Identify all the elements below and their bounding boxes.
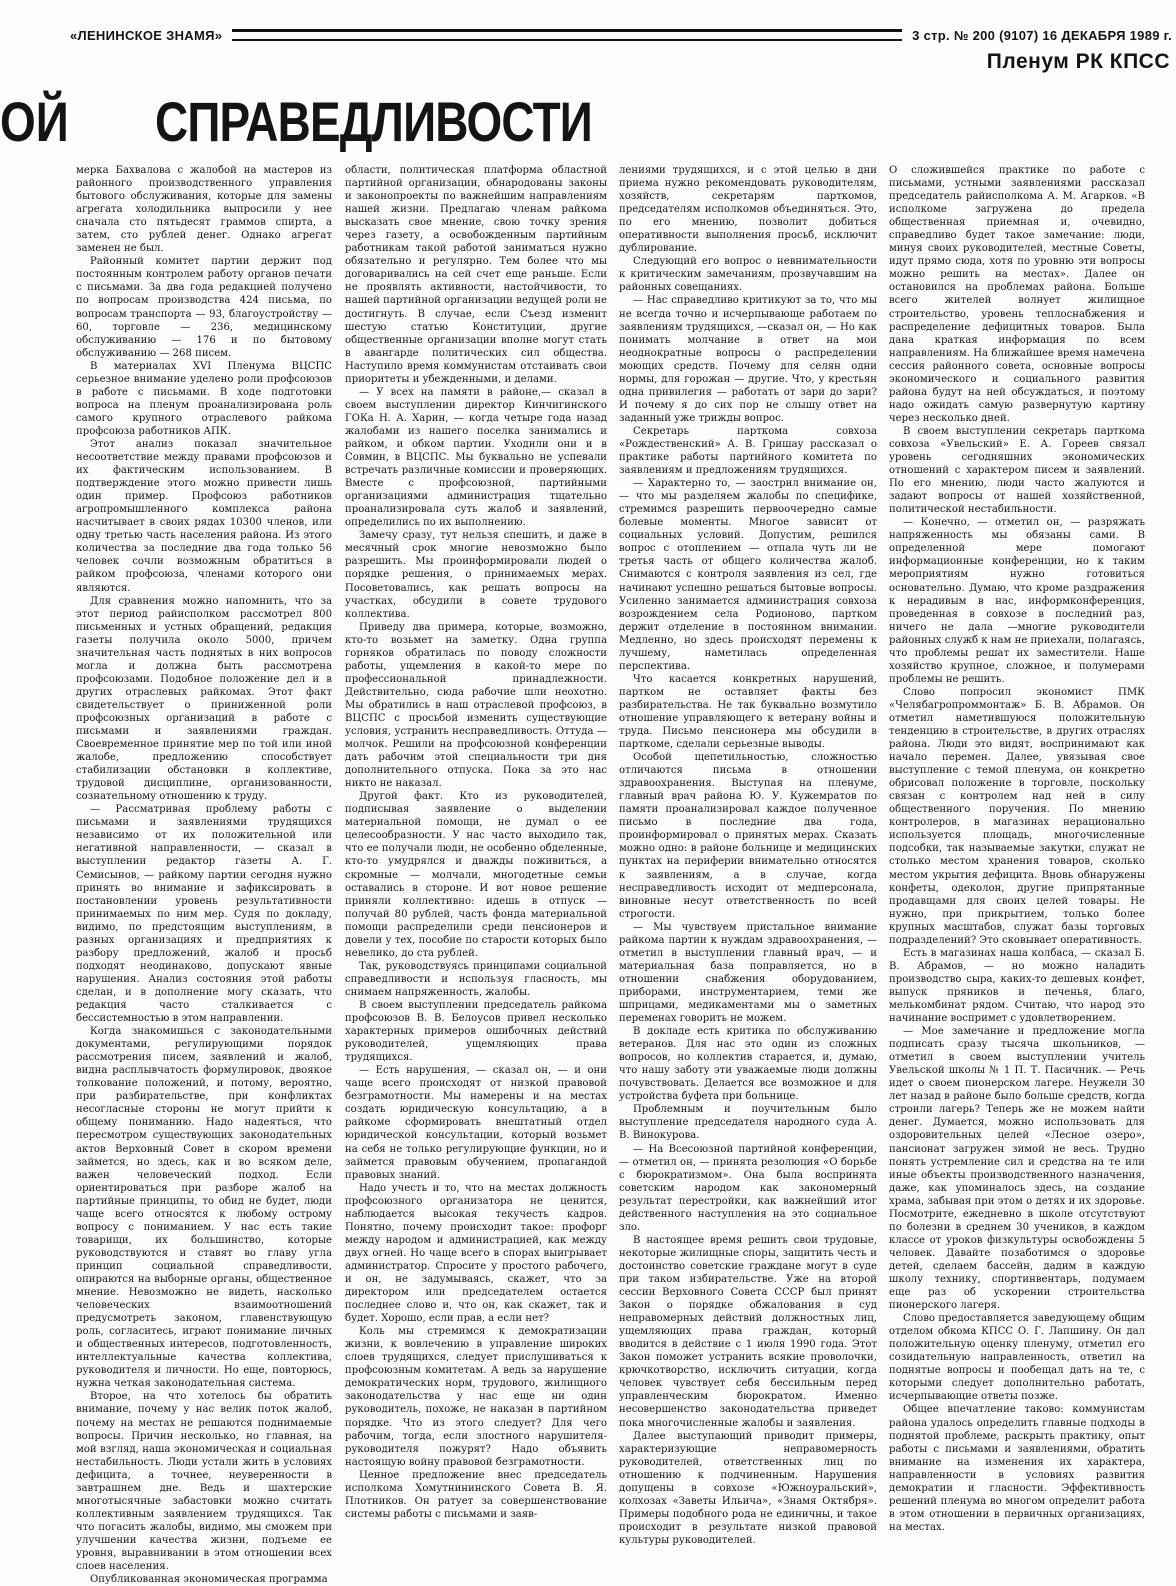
- article-column-4: [889, 164, 1145, 1552]
- article-paragraph: Ценное предложение внес председатель исполкома Хомутнининского Совета В. Я. Плотников. Он ратует за совершенствование системы работы с письмами и заяв-: [345, 1469, 607, 1520]
- article-paragraph: Опубликованная экономическая программа: [90, 1574, 328, 1586]
- article-paragraph: Замечу сразу, тут нельзя спешить, и даже в месячный срок многие невозможно было разрешить. Мы проинформировали людей о порядке решения, о принимаемых мерах. Посоветовались, как решать вопросы на участках, обсудили в совете трудового коллектива.: [345, 530, 607, 620]
- article-paragraph: Так, руководствуясь принципами социальной справедливости и используя гласность, мы снимаем напряженность, жалобы.: [345, 960, 607, 998]
- newspaper-name: «ЛЕНИНСКОЕ ЗНАМЯ»: [70, 27, 223, 43]
- article-paragraph: — Характерно то, — заострил внимание он, — что мы разделяем жалобы по специфике, стремимся разрешить первоочередно самые болевые моменты. Многое зависит от социальных условий. Допустим, решился вопрос с отоплением — отпала чуть ли не третья часть от общего количества жалоб. Снимаются с контроля заявления из сел, где начинают успешно решаться бытовые вопросы. Усиленно занимается администрация совхоза возрождением села Родионово, партком держит отделение в постоянном внимании. Медленно, но здесь происходят перемены к лучшему, наметилась определенная перспектива.: [619, 478, 877, 672]
- section-rubric: Пленум РК КПСС: [986, 50, 1170, 73]
- article-paragraph: мерка Бахвалова с жалобой на мастеров из районного производственного управления бытового обслуживания, которые для замены агрегата холодильника выпросили у нее сначала сто пятьдесят граммов спирта, а затем, сто рублей денег. Однако агрегат заменен не был.: [76, 165, 332, 255]
- article-paragraph: — Мы чувствуем пристальное внимание райкома партии к нуждам здравоохранения, — отметил в выступлении главный врач, — и материальная база поправляется, но в отношении снабжения оборудованием, приборами, инструментарием, теми же шприцами, медикаментами мы о заметных переменах говорить не можем.: [619, 921, 877, 1025]
- issue-info: 3 стр. № 200 (9107) 16 ДЕКАБРЯ 1989 г.: [912, 27, 1172, 43]
- article-paragraph: В докладе есть критика по обслуживанию ветеранов. Для нас это один из сложных вопросов, но коллектив старается, и, думаю, что нашу заботу эти уважаемые люди должны почувствовать. Делается все возможное и для устройства буфета при больнице.: [619, 1026, 877, 1103]
- article-paragraph: Есть в магазинах наша колбаса, — сказал Б. В. Абрамов, — но можно наладить производство сыра, каких-то дешевых конфет, выпуск пряников и печенья, благо, мелькомбинат рядом. Считаю, что народ это начинание воспримет с удовлетворением.: [889, 947, 1145, 1025]
- article-column-3: [619, 164, 877, 1552]
- article-paragraph: Надо учесть и то, что на местах должность профсоюзного организатора не ценится, наблюдается высокая текучесть кадров. Понятно, почему происходит такое: профорг между народом и администрацией, как между двух огней. Но чаще всего в спорах выигрывает администратор. Спросите у простого рабочего, и он, не задумываясь, скажет, что за директором или председателем остается последнее слово и, что он, как скажет, так и будет. Хорошо, если прав, а если нет?: [345, 1182, 607, 1325]
- article-paragraph: Когда знакомишься с законодательными документами, регулирующими порядок рассмотрения писем, заявлений и жалоб, видна расплывчатость формулировок, двоякое толкование положений, и потому, вероятно, при разбирательстве, при конфликтах несогласные стороны не могут прийти к общему пониманию. Надо надеяться, что пересмотром существующих законодательных актов Верховный Совет в скором времени займется, но здесь, как и во всяком деле, важен человеческий подход. Если ориентироваться при разборе жалоб на партийные принципы, то обид не будет, люди чаще всего относятся к любому острому вопросу с пониманием. У нас есть такие товарищи, их большинство, которые руководствуются и ставят во главу угла принцип социальной справедливости, опираются на выборные органы, общественное мнение. Невозможно не видеть, насколько человеческих взаимоотношений предусмотреть законом, главенствующую роль, согласитесь, играют понимание личных и общественных интересов, подготовленность, интеллектуальные качества коллектива, руководителя и личности. Но еще, повторюсь, нужна четкая законодательная система.: [76, 1026, 332, 1390]
- article-paragraph: области, политическая платформа областной партийной организации, обнародованы законы и законопроекты по важнейшим направлениям нашей жизни. Предлагаю членам райкома высказать свое мнение, свою точку зрения через газету, а освобожденным партийным работникам такой работой заниматься нужно обязательно и регулярно. Тем более что мы договаривались на сей счет еще раньше. Если не проявлять активности, настойчивости, то нашей партийной организации ведущей роли не достигнуть. В случае, если Съезд изменит шестую статью Конституции, другие общественные организации вполне могут стать в авангарде политических сил общества. Наступило время коммунистам отстаивать свои приоритеты и убежденными, и делами.: [345, 165, 607, 385]
- article-paragraph: Для сравнения можно напомнить, что за этот период райисполком рассмотрел 800 письменных и устных обращений, редакция газеты получила около 5000, причем значительная часть поднятых в них вопросов могла и должна быть рассмотрена профсоюзами. Подобное положение дел и в других отраслевых райкомах. Этот факт свидетельствует о приниженной роли профсоюзных организаций в работе с письмами и заявлениями граждан. Своевременное принятие мер по той или иной жалобе, предложению способствует стабилизации обстановки в коллективе, трудовой дисциплине, организованности, сознательному отношению к труду.: [76, 595, 332, 803]
- article-paragraph: В материалах XVI Пленума ВЦСПС серьезное внимание уделено роли профсоюзов в работе с письмами. В ходе подготовки вопроса на пленум проанализирована роль самого крупного отраслевого райкома профсоюза работников АПК.: [76, 360, 332, 437]
- headline: СПРАВЕДЛИВОСТИ: [155, 90, 592, 153]
- article-paragraph: О сложившейся практике по работе с письмами, устными заявлениями рассказал председатель райисполкома А. М. Агарков. «В исполкоме загружена до предела общественная приемная и, очевидно, справедливо будет такое замечание: люди, минуя своих руководителей, местные Советы, идут прямо сюда, хотя по уровню эти вопросы можно решить на местах». Далее он остановился на проблемах района. Больше всего жителей волнует жилищное строительство, уровень теплоснабжения и распределение дефицитных товаров. Была дана краткая информация по всем направлениям. На ближайшее время намечена сессия районного совета, основные вопросы экономического и социального развития района будут на ней обсуждаться, и поэтому надо ожидать самую развернутую картину через несколько дней.: [889, 165, 1145, 424]
- article-paragraph: — Конечно, — отметил он, — разряжать напряженность мы обязаны сами. В определенной мере помогают информационные конференции, но к таким мероприятиям нужно готовиться основательно. Думаю, что кроме раздражения к нерадивым в нас, информконференция, проведенная в совхозе в последний раз, ничего не дала —многие руководители районных служб к нам не приехали, полагаясь, что проблемы решат их заместители. Наше хозяйство крупное, сложное, и полумерами проблемы не решить.: [889, 517, 1145, 685]
- article-column-2: [345, 164, 607, 1552]
- article-column-1: [76, 164, 332, 1586]
- article-paragraph: Второе, на что хотелось бы обратить внимание, почему у нас велик поток жалоб, почему на местах не решаются поднимаемые вопросы. Причин несколько, но главная, на мой взгляд, наша экономическая и социальная нестабильность. Люди устали жить в условиях дефицита, а точнее, неуверенности в завтрашнем дне. Ведь и шахтерские многотысячные забастовки можно считать коллективным заявлением трудящихся. Так что погасить жалобы, видимо, мы сможем при улучшении качества жизни, подъеме ее уровня, выравнивании в этом отношении всех слоев населения.: [76, 1391, 332, 1573]
- article-paragraph: Секретарь парткома совхоза «Рождественский» А. В. Гришау рассказал о практике работы партийного комитета по заявлениям и предложениям трудящихся.: [619, 425, 877, 477]
- article-paragraph: — Рассматривая проблему работы с письмами и заявлениями трудящихся независимо от их положительной или негативной направленности, — сказал в выступлении редактор газеты А. Г. Семисынов, — райкому партии сегодня нужно принять во внимание и зафиксировать в постановлении уровень результативности принимаемых по ним мер. Судя по докладу, видимо, по предстоящим выступлениям, в разных организациях и предприятиях к разбору предложений, жалоб и просьб подходят неодинаково, допускают явные нарушения. Анализ состояния этой работы сделан, и в дополнение могу сказать, что редакция часто сталкивается с бессистемностью в этом направлении.: [76, 804, 332, 1025]
- article-paragraph: — Мое замечание и предложение могла подписать сразу тысяча школьников, — отметил в своем выступлении учитель Увельской школы № 1 П. Т. Пасичник. — Речь идет о своем пионерском лагере. Неужели 30 лет назад в районе было больше средств, когда строили лагерь? Теперь же не можем найти денег. Думается, можно использовать для оздоровительных целей «Лесное озеро», пансионат загружен зимой не весь. Трудно понять устремление сил и средства на те или иные объекты производственного назначения, даже, как упоминалось здесь, на создание храма, забывая при этом о детях и их здоровье. Посмотрите, ежедневно в школе отсутствуют по болезни в среднем 30 учеников, в каждом классе от уроков физкультуры освобождены 5 человек. Давайте позаботимся о здоровье детей, сделаем бассейн, дадим в каждую школу технику, спортинвентарь, подумаем еще раз об ускорении строительства пионерского лагеря.: [889, 1026, 1145, 1312]
- article-paragraph: — Есть нарушения, — сказал он, — и они чаще всего происходят от низкой правовой безграмотности. Мы намерены и на местах создать юридическую консультацию, а в райкоме сформировать внештатный отдел юридической консультации, который возьмет на себя не только регулирующие функции, но и займется правовым обучением, пропагандой правовых знаний.: [345, 1065, 607, 1181]
- article-paragraph: Районный комитет партии держит под постоянным контролем работу органов печати с письмами. За два года редакцией получено по вопросам производства 424 письма, по вопросам транспорта — 93, благоустройству —60, торговле — 236, медицинскому обслуживанию — 176 и по бытовому обслуживанию — 268 писем.: [76, 256, 332, 359]
- article-paragraph: Приведу два примера, которые, возможно, кто-то возьмет на заметку. Одна группа горняков обратилась по поводу сложности работы, ущемления в какой-то мере по профессиональной принадлежности. Действительно, сюда рабочие шли неохотно. Мы обратились в наш отраслевой профсоюз, в ВЦСПС с просьбой изменить существующие условия, устранить несправедливость. Оттуда — молчок. Решили на профсоюзной конференции дать рабочим этой специальности три дня дополнительного отпуска. Пока за это нас никто не наказал.: [345, 621, 607, 790]
- article-paragraph: — У всех на памяти в районе,— сказал в своем выступлении директор Кинчигинского ГОКа Н. А. Харин, — когда четыре года назад жалобами из нашего поселка занимались и райком, и обком партии. Уходили они и в Совмин, в ВЦСПС. Мы буквально не успевали встречать различные комиссии и проверяющих. Вместе с профсоюзной, партийными организациями администрация тщательно проанализировала суть жалоб и заявлений, определились по их выполнению.: [345, 386, 607, 529]
- article-paragraph: Этот анализ показал значительное несоответствие между правами профсоюзов и их фактическим использованием. В подтверждение этого можно привести лишь один пример. Профсоюз работников агропромышленного комплекса района насчитывает в своих рядах 10300 членов, или одну третью часть населения района. Из этого количества за последние два года только 56 человек сочли возможным обратиться в райком профсоюза, членами которого они являются.: [76, 438, 332, 594]
- masthead: [70, 22, 1172, 48]
- article-paragraph: лениями трудящихся, и с этой целью в дни приема нужно рекомендовать руководителям, хозяйств, секретарям парткомов, председателям исполкомов объединяться. Это, по его мнению, позволит добиться оперативности выполнения просьб, исключит дублирование.: [619, 165, 877, 255]
- article-paragraph: Коль мы стремимся к демократизации жизни, к вовлечению в управление широких слоев трудящихся, следует прислушиваться к профсоюзным комитетам. А ведь за нарушение демократических норм, трудового, жилищного законодательства у нас еще ни один руководитель, похоже, не наказан в партийном порядке. Что из этого следует? Для чего рабочим, тогда, если злостного нарушителя-руководителя пожурят? Надо объявить настоящую войну правовой безграмотности.: [345, 1326, 607, 1468]
- article-paragraph: Проблемным и поучительным было выступление председателя народного суда А. В. Винокурова.: [619, 1104, 877, 1142]
- article-paragraph: В настоящее время решить свои трудовые, некоторые жилищные споры, защитить честь и достоинство советские граждане могут в суде при таком избирательстве. Уже на второй сессии Верховного Совета СССР был принят Закон о порядке обжалования в суд неправомерных действий должностных лиц, ущемляющих права граждан, который вводится в действие с 1 июля 1990 года. Этот Закон поможет устранить всякие проволочки, крючкотворство, исключить ситуации, когда человек чувствует себя бессильным перед управленческим бюрократом. Именно несовершенство законодательства приведет пока многочисленные жалобы и заявления.: [619, 1234, 877, 1429]
- article-paragraph: В своем выступлении председатель райкома профсоюзов В. В. Белоусов привел несколько характерных примеров ошибочных действий руководителей, ущемляющих права трудящихся.: [345, 1000, 607, 1064]
- article-paragraph: Слово попросил экономист ПМК «Челябагропроммонтаж» Б. В. Абрамов. Он отметил наметившуюся положительную тенденцию в строительстве, в других отраслях района. Люди это видят, воспринимают как начало перемен. Далее, увязывая свое выступление с темой пленума, он конкретно обрисовал положение в торговле, поскольку связан с контролем над ней в силу общественного поручения. По мнению контролеров, в магазинах нерационально используется площадь, многочисленные подсобки, так называемые закутки, служат не столько местом хранения товаров, сколько местом укрытия дефицита. Вновь обнаружены конфеты, одеколон, другие припрятанные продавщами для своих целей товары. Не нужно, при прикрытием, только более крупных масштабов, служат базы торговых подразделений? Это сковывает оперативность.: [889, 686, 1145, 946]
- article-paragraph: В своем выступлении секретарь парткома совхоза «Увельский» Е. А. Гореев связал уровень сегодняшних экономических отношений с характером писем и заявлений. По его мнению, люди часто жалуются и задают вопросы от нашей хозяйственной, политической нестабильности.: [889, 425, 1145, 516]
- headline-fragment: ОЙ: [0, 90, 69, 153]
- article-paragraph: — На Всесоюзной партийной конференции, — отметил он, — принята резолюция «О борьбе с бюрократизмом». Она была воспринята советским народом как закономерный результат перестройки, как важнейший итог действенного наступления на это социальное зло.: [619, 1143, 877, 1233]
- article-paragraph: — Нас справедливо критикуют за то, что мы не всегда точно и исчерпывающе работаем по заявлениям трудящихся, —сказал он, — Но как понимать молчание в ответ на мои неоднократные вопросы о распределении моющих средств. Почему для селян одни нормы, для горожан — другие. Что, у крестьян одна привилегия — работать от зари до зари? И почему я до сих пор не слышу ответ на заданный уже трижды вопрос.: [619, 295, 877, 424]
- article-paragraph: Особой щепетильностью, сложностью отличаются письма в отношении здравоохранения. Выступая на пленуме, главный врач района Ю. У. Кужемратов по памяти проанализировал каждое полученное письмо в последние два года, проинформировал о принятых мерах. Сказать можно одно: в районе больнице и медицинских пунктах на периферии внимательно относятся к заявлениям, а в случае, когда несправедливость исходит от медперсонала, виновные несут ответственность по всей строгости.: [619, 752, 877, 920]
- article-paragraph: Другой факт. Кто из руководителей, подписывая заявление о выделении материальной помощи, не думал о ее целесообразности. У нас часто выходило так, что ее получали люди, не особенно обделенные, кто-то умудрялся и дважды поживиться, а скромные — молчали, многодетные семьи оставались в стороне. И вот новое решение приняли коллективно: идешь в отпуск — получай 80 рублей, часть фонда материальной помощи распределили среди пенсионеров и довели у тех, пособие по старости которых было невелико, до ста рублей.: [345, 791, 607, 959]
- article-paragraph: Далее выступающий приводит примеры, характеризующие неправомерность руководителей, ответственных лиц по отношению к подчиненным. Нарушения допущены в совхозе «Южноуральский», колхозах «Заветы Ильича», «Знамя Октября». Примеры подобного рода не единичны, и такое происходит в результате низкой правовой культуры руководителей.: [619, 1430, 877, 1546]
- masthead-rule: [232, 29, 902, 41]
- article-paragraph: Слово предоставляется заведующему общим отделом обкома КПСС О. Г. Лапшину. Он дал положительную оценку пленуму, отметил его созидательную направленность, ответил на поднятые вопросы и пообещал дать на те, с которыми следует дополнительно работать, исчерпывающие ответы позже.: [889, 1313, 1145, 1403]
- article-paragraph: Следующий его вопрос о невнимательности к критическим замечаниям, прозвучавшим на районных совещаниях.: [619, 256, 877, 294]
- article-paragraph: Что касается конкретных нарушений, партком не оставляет факты без разбирательства. Не так буквально возмутило отношение управляющего к ветерану войны и труда. Письмо пенсионера мы обсудили в парткоме, сделали серьезные выводы.: [619, 673, 877, 751]
- article-paragraph: Общее впечатление таково: коммунистам района удалось определить главные подходы в поднятой проблеме, раскрыть практику, опыт работы с письмами и заявлениями, обратить внимание на изменения их характера, направленности в условиях развития демократии и гласности. Эффективность решений пленума во многом определит работа в этом отношении в первичных организациях, на местах.: [889, 1404, 1145, 1533]
